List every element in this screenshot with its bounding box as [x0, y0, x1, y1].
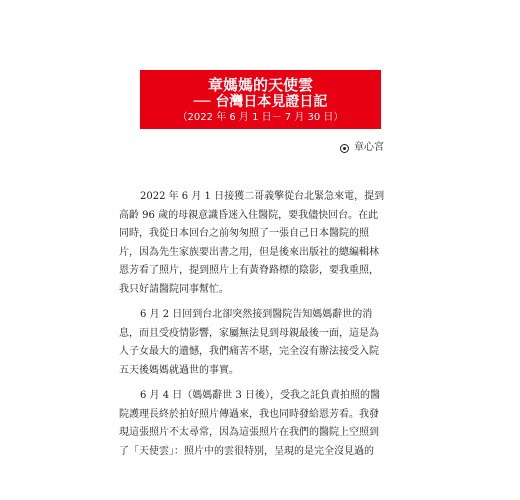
text-line: 同時，我從日本回台之前匆匆照了一張自己日本醫院的照	[119, 228, 369, 239]
author-name: 章心宮	[354, 142, 384, 153]
article-body	[119, 188, 404, 468]
text-line: 人子女最大的遺憾，我們痛苦不堪，完全沒有辦法接受入院	[119, 346, 379, 357]
text-line: 五天後媽媽就過世的事實。	[119, 364, 239, 376]
title-banner	[140, 70, 381, 129]
article-subtitle: ── 台灣日本見證日記	[193, 94, 328, 110]
text-line: 了「天使雲」：照片中的雲很特別，呈現的是完全沒見過的	[119, 445, 374, 457]
text-line: 片，因為先生家族要出書之用，但是後來出版社的總編輯林	[119, 246, 379, 258]
author-byline	[340, 141, 384, 155]
text-line: 我只好請醫院同事幫忙。	[119, 283, 229, 295]
paragraph-3	[119, 387, 404, 461]
text-line: 現這張照片不太尋常，因為這張照片在我們的醫院上空照到	[119, 427, 379, 438]
text-line: 高齡 96 歲的母親意識昏迷入住醫院，要我儘快回台。在此	[119, 209, 379, 221]
paragraph-2	[119, 306, 404, 380]
text-line: 2022 年 6 月 1 日接獲二哥義擎從台北緊急來電，提到	[140, 191, 385, 202]
text-line: 息，而且受疫情影響，家屬無法見到母親最後一面，這是為	[119, 327, 379, 339]
text-line: 恩芳看了照片，提到照片上有黃脊路標的陰影，要我重照，	[119, 265, 379, 276]
article-date-range: （2022 年 6 月 1 日－ 7 月 30 日）	[177, 112, 344, 123]
text-line: 6 月 2 日回到台北卻突然接到醫院告知媽媽辭世的消	[140, 309, 373, 320]
paragraph-1	[119, 188, 404, 299]
text-line: 院護理長終於拍好照片傳過來，我也同時發給恩芳看。我發	[119, 408, 379, 420]
article-title: 章媽媽的天使雲	[207, 76, 313, 94]
bullet-circle-icon	[340, 144, 349, 153]
text-line: 6 月 4 日（媽媽辭世 3 日後），受我之託負責拍照的醫	[140, 390, 380, 401]
